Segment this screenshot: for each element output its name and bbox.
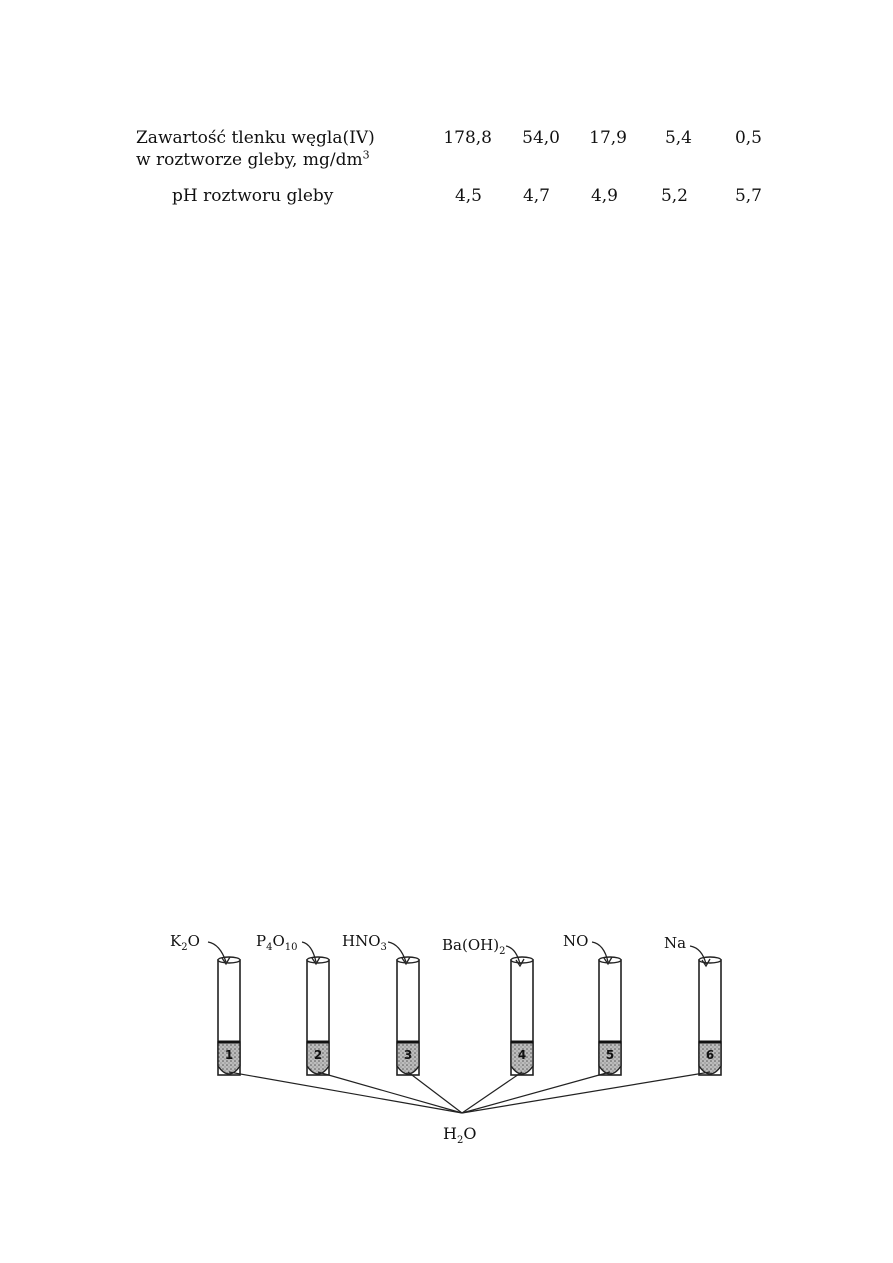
formula-subscript: 2 — [181, 942, 188, 953]
tube-number: 3 — [403, 1048, 413, 1062]
row-label-ph: pH roztworu gleby — [172, 186, 334, 206]
formula-main: Ba(OH) — [442, 936, 500, 954]
tube-number: 1 — [224, 1048, 234, 1062]
table-cell: 0,5 — [734, 128, 762, 148]
formula-subscript-2: 10 — [284, 942, 298, 953]
table-cell: 17,9 — [589, 128, 627, 148]
water-lines — [229, 1072, 710, 1113]
reagent-label-na — [664, 934, 686, 952]
table-cell: 5,4 — [664, 128, 692, 148]
tube-number: 6 — [705, 1048, 715, 1062]
reagent-label-k2o — [170, 932, 200, 953]
table-cell: 5,7 — [734, 186, 762, 206]
formula-main: HNO — [342, 932, 381, 950]
formula-main: K — [170, 932, 182, 950]
test-tube-figure — [150, 920, 770, 1160]
formula-main: P — [256, 932, 267, 950]
tube-number: 4 — [517, 1048, 527, 1062]
tube-number: 2 — [313, 1048, 323, 1062]
reagent-label-no — [563, 932, 588, 950]
formula-subscript: 3 — [380, 942, 387, 953]
reagent-label-p4o10 — [256, 932, 298, 953]
table-cell: 54,0 — [522, 128, 560, 148]
table-cell: 178,8 — [443, 128, 492, 148]
formula-subscript: 2 — [499, 946, 506, 957]
table-cell: 4,5 — [454, 186, 482, 206]
formula-tail: O — [463, 1124, 477, 1143]
formula-subscript: 4 — [266, 942, 273, 953]
formula-main: H — [443, 1124, 457, 1143]
reagent-label-hno3 — [342, 932, 387, 953]
reagent-label-baoh2 — [442, 936, 505, 957]
formula-main: NO — [563, 932, 589, 950]
row-label-co2-line2 — [136, 150, 370, 171]
table-cell: 4,9 — [590, 186, 618, 206]
formula-tail: O — [272, 932, 285, 950]
tube-number: 5 — [605, 1048, 615, 1062]
unit-exponent: 3 — [362, 148, 370, 162]
water-label — [443, 1124, 476, 1146]
formula-subscript: 2 — [456, 1135, 464, 1147]
table-cell: 4,7 — [522, 186, 550, 206]
row-label-co2-line1: Zawartość tlenku węgla(IV) — [136, 128, 375, 148]
table-cell: 5,2 — [660, 186, 688, 206]
formula-tail: O — [187, 932, 200, 950]
row-label-co2-text: w roztworze gleby, mg/dm — [136, 150, 363, 170]
formula-main: Na — [664, 934, 687, 952]
